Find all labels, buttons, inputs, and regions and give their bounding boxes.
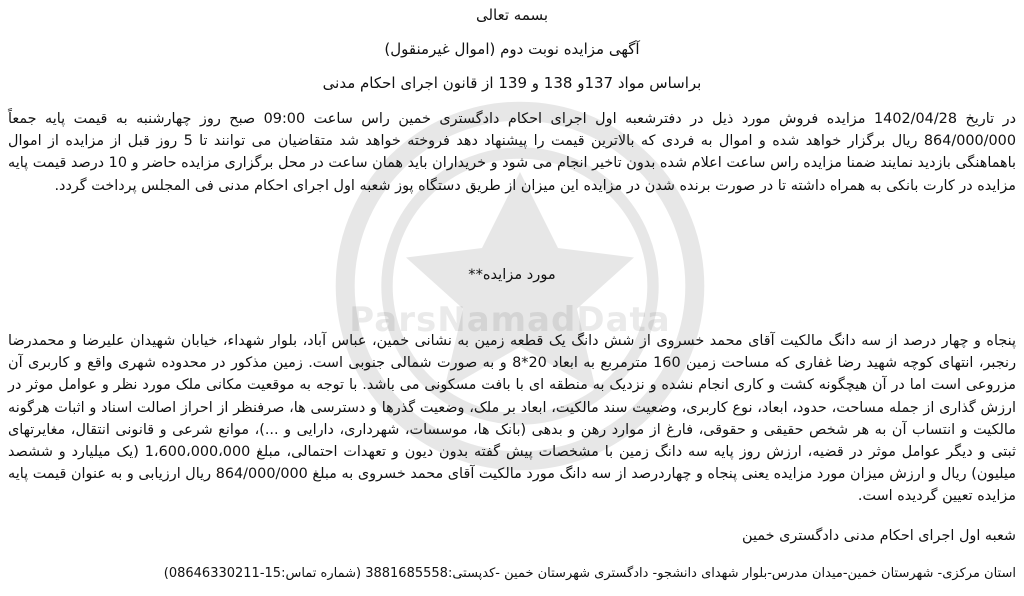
issuer-office: شعبه اول اجرای احکام مدنی دادگستری خمین bbox=[742, 528, 1016, 544]
subject-heading: مورد مزایده** bbox=[468, 266, 556, 283]
watermark-text: ParsNamadData bbox=[349, 300, 671, 340]
intro-paragraph: در تاریخ 1402/04/28 مزایده فروش مورد ذیل در دفترشعبه اول اجرای احکام دادگستری خمین راس ساعت 09:00 صبح روز چهارشنبه به قیمت پایه جمعاً 864/000/000 ریال برگزار خواهد شده و اموال به فردی که بالاترین قیمت را پیشنهاد دهد فروخته خواهد شد متقاضیان می توانند تا 5 روز قبل از مزایده از اموال باهماهنگی بازدید نمایند ضمنا مزایده راس ساعت اعلام شده بدون تاخیر انجام می شود و خریداران باید همان ساعت در محل برگزاری مزایده حاضر و 10 درصد قیمت پایه مزایده در کارت بانکی به همراه داشته تا در صورت برنده شدن در مزایده این میزان از طریق دستگاه پوز شعبه اول اجرای احکام مدنی فی المجلس پرداخت گردد. bbox=[8, 111, 1016, 194]
description-paragraph: پنجاه و چهار درصد از سه دانگ مالکیت آقای محمد خسروی از شش دانگ یک قطعه زمین به نشانی خمین، عباس آباد، بلوار شهداء، خیابان شهیدان علیرضا و محمدرضا رنجبر، انتهای کوچه شهید رضا غفاری که مساحت زمین 160 مترمربع به ابعاد 20*8 و به صورت شمالی جنوبی است. زمین مذکور در محدوده شهری واقع و کاربری آن مزروعی است اما در آن هیچگونه کشت و کاری انجام نشده و نزدیک به منطقه ای با بافت مسکونی می باشد. با توجه به موقعیت مکانی ملک مورد نظر و عوامل موثر در ارزش گذاری از جمله مساحت، حدود، ابعاد، نوع کاربری، وضعیت سند مالکیت، ابعاد بر ملک، وضعیت گذرها و دسترسی ها، صرفنظر از احراز اصالت اسناد و اثبات هرگونه مالکیت و انتساب آن به هر شخص حقیقی و حقوقی، فارغ از موارد رهن و بدهی (بانک ها، موسسات، شهرداری، دارایی و ...)، موانع شرعی و قانونی انتقال، مغایرتهای ثبتی و دیگر عوامل موثر در قضیه، ارزش روز پایه سه دانگ زمین با مشخصات پیش گفته بدون دیون و تعهدات احتمالی، مبلغ 1،600،000،000 (یک میلیارد و ششصد میلیون) ریال و ارزش میزان مورد مزایده یعنی پنجاه و چهاردرصد از سه دانگ مورد مالکیت آقای محمد خسروی به مبلغ 864/000/000 ریال ارزیابی و به عنوان قیمت پایه مزایده تعیین گردیده است. bbox=[8, 333, 1017, 505]
address-line: استان مرکزی- شهرستان خمین-میدان مدرس-بلوار شهدای دانشجو- دادگستری شهرستان خمین -کدپستی:3881685558 (شماره تماس:15-08646330211) bbox=[163, 566, 1016, 581]
basmala: بسمه تعالی bbox=[475, 6, 549, 24]
notice-subtitle: براساس مواد 137و 138 و 139 از قانون اجرای احکام مدنی bbox=[322, 74, 702, 92]
notice-title: آگهی مزایده نوبت دوم (اموال غیرمنقول) bbox=[384, 40, 640, 58]
